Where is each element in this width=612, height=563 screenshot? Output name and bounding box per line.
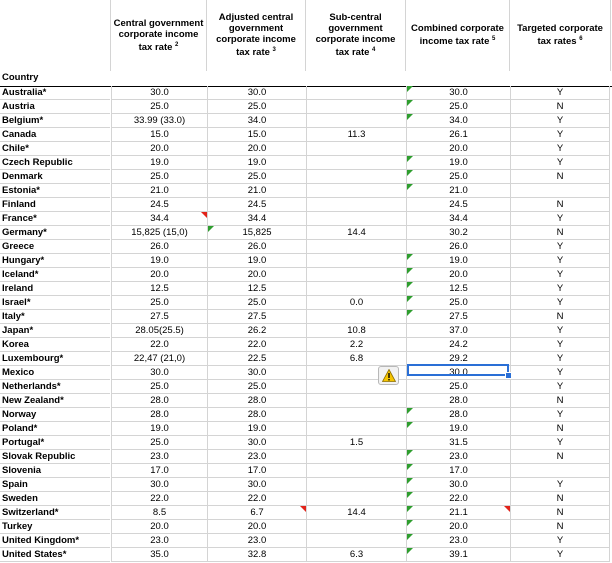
subcentral-rate-cell[interactable]: 11.3 bbox=[306, 128, 406, 142]
adjusted-rate-cell[interactable]: 22.0 bbox=[207, 492, 306, 506]
header-central[interactable] bbox=[111, 0, 207, 71]
adjusted-rate-cell[interactable]: 28.0 bbox=[207, 408, 306, 422]
targeted-rate-cell[interactable]: N bbox=[510, 506, 610, 520]
combined-rate-cell[interactable]: 34.4 bbox=[406, 212, 510, 226]
combined-rate-cell[interactable]: 31.5 bbox=[406, 436, 510, 450]
subcentral-rate-cell[interactable]: 14.4 bbox=[306, 226, 406, 240]
adjusted-rate-cell[interactable]: 20.0 bbox=[207, 520, 306, 534]
table-row bbox=[0, 380, 612, 394]
table-row bbox=[0, 86, 612, 100]
targeted-rate-cell[interactable]: N bbox=[510, 450, 610, 464]
country-cell[interactable]: Czech Republic bbox=[0, 156, 110, 170]
combined-rate-cell[interactable]: 21.0 bbox=[406, 184, 510, 198]
country-cell[interactable]: Belgium* bbox=[0, 114, 110, 128]
country-cell[interactable]: New Zealand* bbox=[0, 394, 110, 408]
table-row bbox=[0, 114, 612, 128]
country-cell[interactable]: Austria bbox=[0, 100, 110, 114]
adjusted-rate-cell[interactable]: 22.5 bbox=[207, 352, 306, 366]
table-row bbox=[0, 156, 612, 170]
central-rate-cell[interactable]: 20.0 bbox=[111, 520, 207, 534]
footnote-4: 4 bbox=[372, 47, 376, 54]
adjusted-rate-cell[interactable]: 26.2 bbox=[207, 324, 306, 338]
table-row bbox=[0, 226, 612, 240]
table-row bbox=[0, 338, 612, 352]
header-central-text: Central government corporate income tax rate bbox=[113, 17, 204, 54]
country-cell[interactable]: Mexico bbox=[0, 366, 110, 380]
subcentral-rate-cell[interactable] bbox=[306, 198, 406, 212]
adjusted-rate-cell[interactable]: 25.0 bbox=[207, 100, 306, 114]
subcentral-rate-cell[interactable]: 6.3 bbox=[306, 548, 406, 562]
subcentral-rate-cell[interactable] bbox=[306, 142, 406, 156]
central-rate-cell[interactable]: 26.0 bbox=[111, 240, 207, 254]
country-cell[interactable]: Israel* bbox=[0, 296, 110, 310]
table-row bbox=[0, 436, 612, 450]
central-rate-cell[interactable]: 15,825 (15,0) bbox=[111, 226, 207, 240]
subcentral-rate-cell[interactable] bbox=[306, 240, 406, 254]
targeted-rate-cell[interactable]: N bbox=[510, 492, 610, 506]
table-row bbox=[0, 212, 612, 226]
combined-rate-cell[interactable]: 19.0 bbox=[406, 254, 510, 268]
targeted-rate-cell[interactable]: Y bbox=[510, 254, 610, 268]
combined-rate-cell[interactable]: 24.2 bbox=[406, 338, 510, 352]
targeted-rate-cell[interactable]: Y bbox=[510, 268, 610, 282]
country-cell[interactable]: Slovenia bbox=[0, 464, 110, 478]
adjusted-rate-cell[interactable]: 24.5 bbox=[207, 198, 306, 212]
country-cell[interactable]: Sweden bbox=[0, 492, 110, 506]
subcentral-rate-cell[interactable] bbox=[306, 86, 406, 100]
adjusted-rate-cell[interactable]: 25.0 bbox=[207, 170, 306, 184]
adjusted-rate-cell[interactable]: 32.8 bbox=[207, 548, 306, 562]
table-row bbox=[0, 478, 612, 492]
central-rate-cell[interactable]: 19.0 bbox=[111, 422, 207, 436]
targeted-rate-cell[interactable]: Y bbox=[510, 380, 610, 394]
subcentral-rate-cell[interactable] bbox=[306, 520, 406, 534]
error-check-marker bbox=[407, 170, 413, 176]
country-cell[interactable]: Norway bbox=[0, 408, 110, 422]
table-row bbox=[0, 548, 612, 562]
country-cell[interactable]: France* bbox=[0, 212, 110, 226]
adjusted-rate-cell[interactable]: 19.0 bbox=[207, 422, 306, 436]
central-rate-cell[interactable]: 35.0 bbox=[111, 548, 207, 562]
footnote-6: 6 bbox=[579, 36, 583, 43]
combined-rate-cell[interactable]: 19.0 bbox=[406, 422, 510, 436]
footnote-2: 2 bbox=[175, 41, 179, 48]
table-row bbox=[0, 198, 612, 212]
error-check-marker bbox=[208, 226, 214, 232]
central-rate-cell[interactable]: 23.0 bbox=[111, 450, 207, 464]
table-row bbox=[0, 282, 612, 296]
combined-rate-cell[interactable]: 25.0 bbox=[406, 296, 510, 310]
combined-rate-cell[interactable]: 37.0 bbox=[406, 324, 510, 338]
adjusted-rate-cell[interactable]: 26.0 bbox=[207, 240, 306, 254]
subcentral-rate-cell[interactable] bbox=[306, 170, 406, 184]
country-cell[interactable]: Ireland bbox=[0, 282, 110, 296]
adjusted-rate-cell[interactable]: 21.0 bbox=[207, 184, 306, 198]
central-rate-cell[interactable]: 24.5 bbox=[111, 198, 207, 212]
table-row bbox=[0, 534, 612, 548]
error-check-marker bbox=[407, 282, 413, 288]
targeted-rate-cell[interactable]: Y bbox=[510, 156, 610, 170]
targeted-rate-cell[interactable]: Y bbox=[510, 324, 610, 338]
country-cell[interactable]: Luxembourg* bbox=[0, 352, 110, 366]
subcentral-rate-cell[interactable] bbox=[306, 184, 406, 198]
table-row bbox=[0, 408, 612, 422]
central-rate-cell[interactable]: 22.0 bbox=[111, 492, 207, 506]
combined-rate-cell[interactable]: 20.0 bbox=[406, 142, 510, 156]
central-rate-cell[interactable]: 27.5 bbox=[111, 310, 207, 324]
country-cell[interactable]: Greece bbox=[0, 240, 110, 254]
country-cell[interactable]: Denmark bbox=[0, 170, 110, 184]
adjusted-rate-cell[interactable]: 15,825 bbox=[207, 226, 306, 240]
country-cell[interactable]: Portugal* bbox=[0, 436, 110, 450]
table-row bbox=[0, 366, 612, 380]
targeted-rate-cell[interactable]: Y bbox=[510, 86, 610, 100]
combined-rate-cell[interactable]: 17.0 bbox=[406, 464, 510, 478]
targeted-rate-cell[interactable]: Y bbox=[510, 142, 610, 156]
targeted-rate-cell[interactable]: N bbox=[510, 394, 610, 408]
adjusted-rate-cell[interactable]: 30.0 bbox=[207, 478, 306, 492]
targeted-rate-cell[interactable]: Y bbox=[510, 366, 610, 380]
targeted-rate-cell[interactable]: Y bbox=[510, 240, 610, 254]
subcentral-rate-cell[interactable]: 14.4 bbox=[306, 506, 406, 520]
central-rate-cell[interactable]: 8.5 bbox=[111, 506, 207, 520]
targeted-rate-cell[interactable]: N bbox=[510, 170, 610, 184]
combined-rate-cell[interactable]: 28.0 bbox=[406, 408, 510, 422]
table-row bbox=[0, 184, 612, 198]
error-check-marker bbox=[407, 86, 413, 92]
targeted-rate-cell[interactable]: N bbox=[510, 100, 610, 114]
subcentral-rate-cell[interactable]: 6.8 bbox=[306, 352, 406, 366]
warning-button[interactable] bbox=[378, 366, 399, 385]
table-row bbox=[0, 492, 612, 506]
subcentral-rate-cell[interactable] bbox=[306, 492, 406, 506]
country-cell[interactable]: United States* bbox=[0, 548, 110, 562]
table-row bbox=[0, 240, 612, 254]
error-check-marker bbox=[407, 520, 413, 526]
header-targeted[interactable] bbox=[510, 0, 611, 71]
central-rate-cell[interactable]: 20.0 bbox=[111, 268, 207, 282]
targeted-rate-cell[interactable] bbox=[510, 464, 610, 478]
central-rate-cell[interactable]: 22.0 bbox=[111, 338, 207, 352]
combined-rate-cell[interactable]: 30.0 bbox=[406, 86, 510, 100]
central-rate-cell[interactable]: 22,47 (21,0) bbox=[111, 352, 207, 366]
central-rate-cell[interactable]: 30.0 bbox=[111, 366, 207, 380]
subcentral-rate-cell[interactable] bbox=[306, 268, 406, 282]
targeted-rate-cell[interactable]: Y bbox=[510, 436, 610, 450]
error-check-marker bbox=[407, 100, 413, 106]
subcentral-rate-cell[interactable] bbox=[306, 450, 406, 464]
central-rate-cell[interactable]: 17.0 bbox=[111, 464, 207, 478]
central-rate-cell[interactable]: 12.5 bbox=[111, 282, 207, 296]
adjusted-rate-cell[interactable]: 19.0 bbox=[207, 254, 306, 268]
subcentral-rate-cell[interactable] bbox=[306, 464, 406, 478]
header-adjusted[interactable] bbox=[207, 0, 306, 71]
central-rate-cell[interactable]: 25.0 bbox=[111, 100, 207, 114]
adjusted-rate-cell[interactable]: 28.0 bbox=[207, 394, 306, 408]
country-cell[interactable]: Canada bbox=[0, 128, 110, 142]
central-rate-cell[interactable]: 21.0 bbox=[111, 184, 207, 198]
adjusted-rate-cell[interactable]: 34.4 bbox=[207, 212, 306, 226]
country-column-label[interactable]: Country bbox=[2, 72, 39, 83]
central-rate-cell[interactable]: 20.0 bbox=[111, 142, 207, 156]
combined-rate-cell[interactable]: 29.2 bbox=[406, 352, 510, 366]
targeted-rate-cell[interactable]: Y bbox=[510, 534, 610, 548]
combined-rate-cell[interactable]: 30.2 bbox=[406, 226, 510, 240]
central-rate-cell[interactable]: 25.0 bbox=[111, 380, 207, 394]
table-row bbox=[0, 128, 612, 142]
country-cell[interactable]: Chile* bbox=[0, 142, 110, 156]
central-rate-cell[interactable]: 34.4 bbox=[111, 212, 207, 226]
central-rate-cell[interactable]: 28.0 bbox=[111, 394, 207, 408]
adjusted-rate-cell[interactable]: 22.0 bbox=[207, 338, 306, 352]
header-targeted-text: Targeted corporate tax rates bbox=[517, 23, 603, 48]
table-row bbox=[0, 142, 612, 156]
combined-rate-cell[interactable]: 22.0 bbox=[406, 492, 510, 506]
combined-rate-cell[interactable]: 25.0 bbox=[406, 380, 510, 394]
adjusted-rate-cell[interactable]: 20.0 bbox=[207, 142, 306, 156]
table-row bbox=[0, 394, 612, 408]
adjusted-rate-cell[interactable]: 17.0 bbox=[207, 464, 306, 478]
table-row bbox=[0, 352, 612, 366]
combined-rate-cell[interactable]: 23.0 bbox=[406, 450, 510, 464]
subcentral-rate-cell[interactable] bbox=[306, 422, 406, 436]
targeted-rate-cell[interactable] bbox=[510, 184, 610, 198]
central-rate-cell[interactable]: 30.0 bbox=[111, 478, 207, 492]
targeted-rate-cell[interactable]: N bbox=[510, 520, 610, 534]
country-cell[interactable]: Japan* bbox=[0, 324, 110, 338]
country-cell[interactable]: Estonia* bbox=[0, 184, 110, 198]
fill-handle[interactable] bbox=[505, 372, 512, 379]
country-cell[interactable]: Switzerland* bbox=[0, 506, 110, 520]
table-row bbox=[0, 422, 612, 436]
central-rate-cell[interactable]: 15.0 bbox=[111, 128, 207, 142]
targeted-rate-cell[interactable]: Y bbox=[510, 352, 610, 366]
country-cell[interactable]: Iceland* bbox=[0, 268, 110, 282]
warning-icon bbox=[382, 369, 396, 382]
table-row bbox=[0, 100, 612, 114]
central-rate-cell[interactable]: 25.0 bbox=[111, 296, 207, 310]
footnote-5: 5 bbox=[492, 36, 496, 43]
adjusted-rate-cell[interactable]: 6.7 bbox=[207, 506, 306, 520]
central-rate-cell[interactable]: 19.0 bbox=[111, 156, 207, 170]
error-check-marker bbox=[407, 254, 413, 260]
error-check-marker bbox=[407, 310, 413, 316]
targeted-rate-cell[interactable]: N bbox=[510, 422, 610, 436]
adjusted-rate-cell[interactable]: 34.0 bbox=[207, 114, 306, 128]
country-cell[interactable]: Turkey bbox=[0, 520, 110, 534]
subcentral-rate-cell[interactable] bbox=[306, 212, 406, 226]
targeted-rate-cell[interactable]: Y bbox=[510, 548, 610, 562]
error-check-marker bbox=[407, 268, 413, 274]
central-rate-cell[interactable]: 25.0 bbox=[111, 170, 207, 184]
error-check-marker bbox=[407, 184, 413, 190]
country-cell[interactable]: Finland bbox=[0, 198, 110, 212]
table-row bbox=[0, 310, 612, 324]
combined-rate-cell[interactable]: 12.5 bbox=[406, 282, 510, 296]
targeted-rate-cell[interactable]: Y bbox=[510, 282, 610, 296]
subcentral-rate-cell[interactable] bbox=[306, 254, 406, 268]
table-row bbox=[0, 170, 612, 184]
subcentral-rate-cell[interactable] bbox=[306, 408, 406, 422]
combined-rate-cell[interactable]: 26.0 bbox=[406, 240, 510, 254]
combined-rate-cell[interactable]: 30.0 bbox=[406, 366, 510, 380]
adjusted-rate-cell[interactable]: 25.0 bbox=[207, 380, 306, 394]
header-combined-text: Combined corporate income tax rate bbox=[411, 23, 504, 48]
country-cell[interactable]: United Kingdom* bbox=[0, 534, 110, 548]
table-row bbox=[0, 450, 612, 464]
central-rate-cell[interactable]: 28.05(25.5) bbox=[111, 324, 207, 338]
targeted-rate-cell[interactable]: Y bbox=[510, 338, 610, 352]
table-row bbox=[0, 254, 612, 268]
targeted-rate-cell[interactable]: N bbox=[510, 310, 610, 324]
combined-rate-cell[interactable]: 24.5 bbox=[406, 198, 510, 212]
subcentral-rate-cell[interactable] bbox=[306, 114, 406, 128]
subcentral-rate-cell[interactable] bbox=[306, 100, 406, 114]
targeted-rate-cell[interactable]: N bbox=[510, 198, 610, 212]
adjusted-rate-cell[interactable]: 12.5 bbox=[207, 282, 306, 296]
table-row bbox=[0, 464, 612, 478]
country-cell[interactable]: Germany* bbox=[0, 226, 110, 240]
error-check-marker bbox=[407, 422, 413, 428]
subcentral-rate-cell[interactable] bbox=[306, 310, 406, 324]
header-blank bbox=[0, 0, 111, 71]
targeted-rate-cell[interactable]: N bbox=[510, 226, 610, 240]
adjusted-rate-cell[interactable]: 27.5 bbox=[207, 310, 306, 324]
footnote-3: 3 bbox=[272, 47, 276, 54]
adjusted-rate-cell[interactable]: 30.0 bbox=[207, 436, 306, 450]
combined-rate-cell[interactable]: 30.0 bbox=[406, 478, 510, 492]
combined-rate-cell[interactable]: 28.0 bbox=[406, 394, 510, 408]
header-combined[interactable] bbox=[406, 0, 510, 71]
combined-rate-cell[interactable]: 39.1 bbox=[406, 548, 510, 562]
adjusted-rate-cell[interactable]: 30.0 bbox=[207, 366, 306, 380]
selected-cell[interactable] bbox=[407, 364, 509, 376]
combined-rate-cell[interactable]: 23.0 bbox=[406, 534, 510, 548]
combined-rate-cell[interactable]: 26.1 bbox=[406, 128, 510, 142]
error-check-marker bbox=[407, 156, 413, 162]
subcentral-rate-cell[interactable]: 0.0 bbox=[306, 296, 406, 310]
central-rate-cell[interactable]: 33.99 (33.0) bbox=[111, 114, 207, 128]
central-rate-cell[interactable]: 25.0 bbox=[111, 436, 207, 450]
country-cell[interactable]: Slovak Republic bbox=[0, 450, 110, 464]
targeted-rate-cell[interactable]: Y bbox=[510, 478, 610, 492]
table-row bbox=[0, 268, 612, 282]
country-cell[interactable]: Netherlands* bbox=[0, 380, 110, 394]
subcentral-rate-cell[interactable] bbox=[306, 394, 406, 408]
subcentral-rate-cell[interactable]: 10.8 bbox=[306, 324, 406, 338]
subcentral-rate-cell[interactable] bbox=[306, 156, 406, 170]
country-cell[interactable]: Hungary* bbox=[0, 254, 110, 268]
error-check-marker bbox=[407, 114, 413, 120]
subcentral-rate-cell[interactable] bbox=[306, 282, 406, 296]
central-rate-cell[interactable]: 28.0 bbox=[111, 408, 207, 422]
subcentral-rate-cell[interactable]: 1.5 bbox=[306, 436, 406, 450]
combined-rate-cell[interactable]: 21.1 bbox=[406, 506, 510, 520]
combined-rate-cell[interactable]: 34.0 bbox=[406, 114, 510, 128]
adjusted-rate-cell[interactable]: 23.0 bbox=[207, 534, 306, 548]
header-adjusted-text: Adjusted central government corporate income tax rate bbox=[216, 12, 296, 59]
table-row bbox=[0, 324, 612, 338]
error-check-marker bbox=[407, 548, 413, 554]
error-check-marker bbox=[407, 296, 413, 302]
central-rate-cell[interactable]: 23.0 bbox=[111, 534, 207, 548]
country-cell[interactable]: Korea bbox=[0, 338, 110, 352]
adjusted-rate-cell[interactable]: 20.0 bbox=[207, 268, 306, 282]
error-check-marker bbox=[407, 492, 413, 498]
error-check-marker bbox=[407, 506, 413, 512]
adjusted-rate-cell[interactable]: 19.0 bbox=[207, 156, 306, 170]
central-rate-cell[interactable]: 30.0 bbox=[111, 86, 207, 100]
targeted-rate-cell[interactable]: Y bbox=[510, 408, 610, 422]
country-cell[interactable]: Italy* bbox=[0, 310, 110, 324]
combined-rate-cell[interactable]: 19.0 bbox=[406, 156, 510, 170]
adjusted-rate-cell[interactable]: 15.0 bbox=[207, 128, 306, 142]
error-check-marker bbox=[407, 534, 413, 540]
error-check-marker bbox=[407, 464, 413, 470]
table-row bbox=[0, 296, 612, 310]
error-check-marker bbox=[407, 450, 413, 456]
combined-rate-cell[interactable]: 20.0 bbox=[406, 520, 510, 534]
adjusted-rate-cell[interactable]: 23.0 bbox=[207, 450, 306, 464]
country-cell[interactable]: Spain bbox=[0, 478, 110, 492]
subcentral-rate-cell[interactable] bbox=[306, 478, 406, 492]
table-row bbox=[0, 520, 612, 534]
error-check-marker bbox=[407, 408, 413, 414]
combined-rate-cell[interactable]: 27.5 bbox=[406, 310, 510, 324]
country-cell[interactable]: Australia* bbox=[0, 86, 110, 100]
table-row bbox=[0, 506, 612, 520]
targeted-rate-cell[interactable]: Y bbox=[510, 128, 610, 142]
combined-rate-cell[interactable]: 25.0 bbox=[406, 100, 510, 114]
adjusted-rate-cell[interactable]: 25.0 bbox=[207, 296, 306, 310]
targeted-rate-cell[interactable]: Y bbox=[510, 296, 610, 310]
error-check-marker bbox=[407, 478, 413, 484]
country-cell[interactable]: Poland* bbox=[0, 422, 110, 436]
subcentral-rate-cell[interactable] bbox=[306, 534, 406, 548]
targeted-rate-cell[interactable]: Y bbox=[510, 212, 610, 226]
header-subcentral-text: Sub-central government corporate income tax rate bbox=[315, 12, 396, 59]
targeted-rate-cell[interactable]: Y bbox=[510, 114, 610, 128]
central-rate-cell[interactable]: 19.0 bbox=[111, 254, 207, 268]
subcentral-rate-cell[interactable]: 2.2 bbox=[306, 338, 406, 352]
adjusted-rate-cell[interactable]: 30.0 bbox=[207, 86, 306, 100]
combined-rate-cell[interactable]: 20.0 bbox=[406, 268, 510, 282]
header-subcentral[interactable] bbox=[306, 0, 406, 71]
combined-rate-cell[interactable]: 25.0 bbox=[406, 170, 510, 184]
